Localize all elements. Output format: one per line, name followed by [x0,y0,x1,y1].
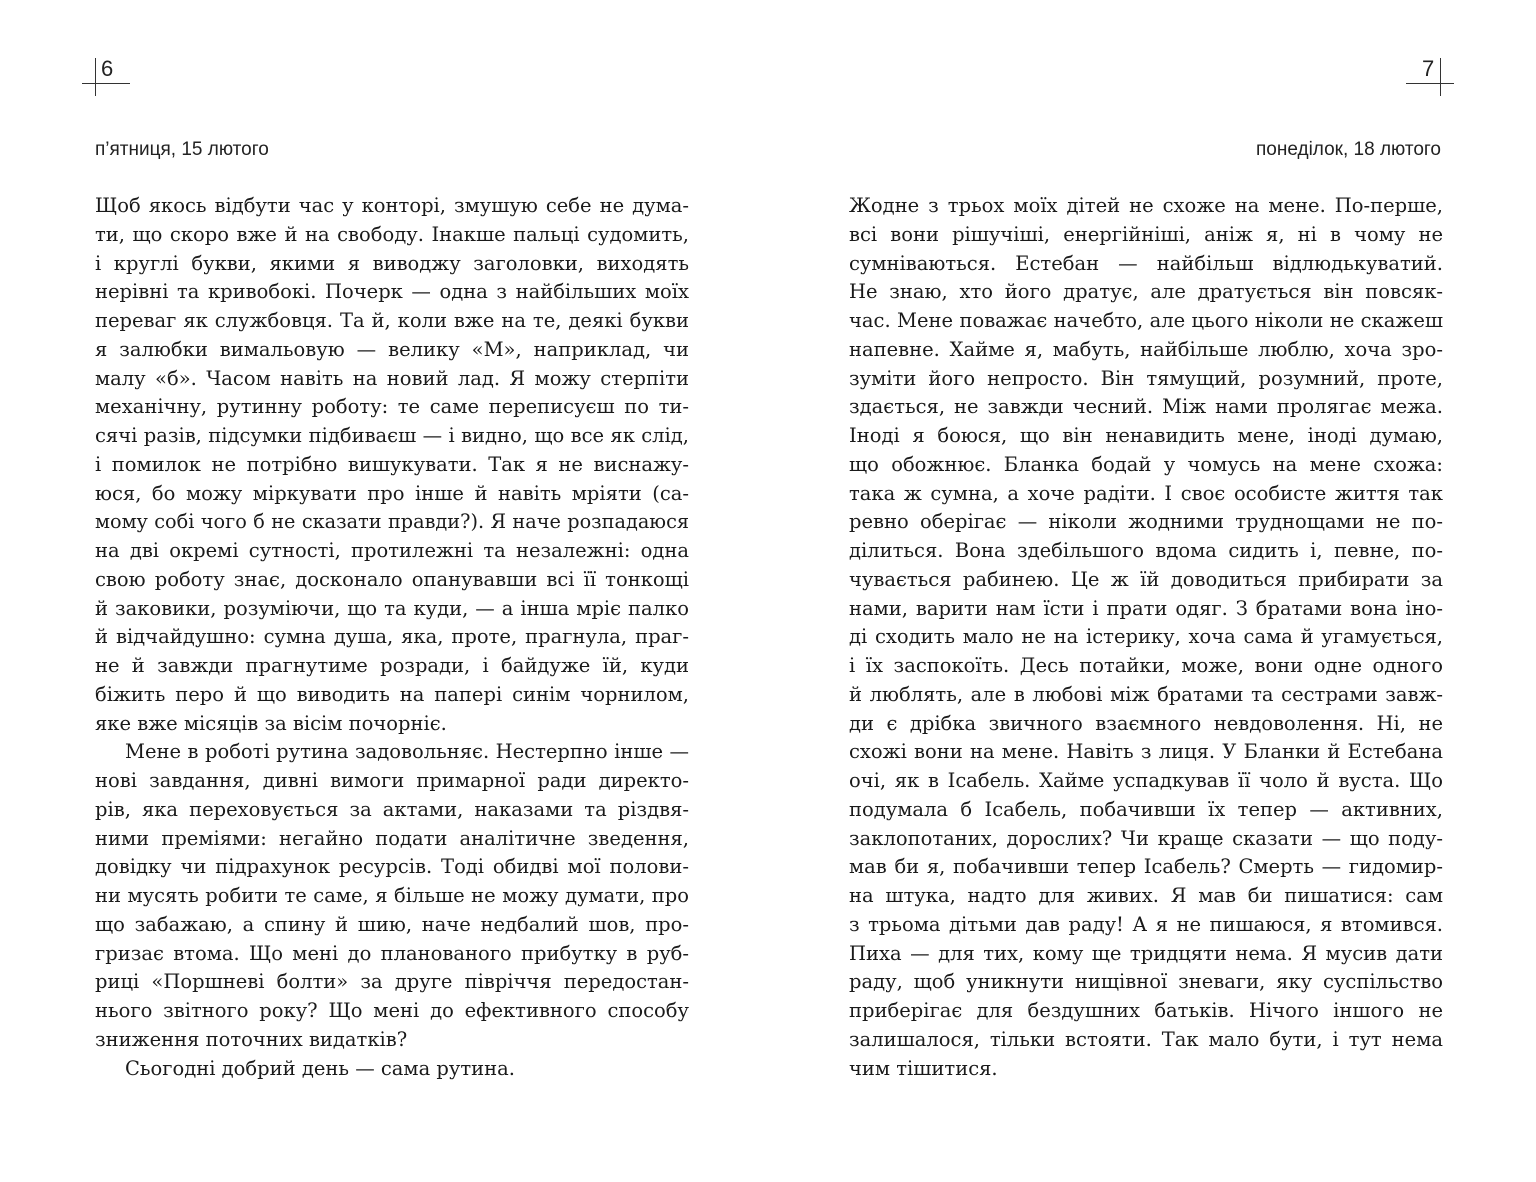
text-line: чувається рабинею. Це ж їй доводиться прибирати за [849,567,1443,591]
text-line: нами, варити нам їсти і прати одяг. З братами вона іно- [849,596,1443,620]
text-line: і круглі букви, якими я виводжу заголовки, виходять [95,251,689,275]
text-line: Іноді я боюся, що він ненавидить мене, іноді думаю, [849,424,1443,447]
text-line: всі вони рішучіші, енергійніші, аніж я, ні в чому не [849,222,1443,246]
page-number: 7 [1422,56,1435,81]
text-line: і помилок не потрібно вишукувати. Так я не виснажу- [95,452,689,476]
body-text [849,192,1443,1083]
text-line: напевне. Хайме я, мабуть, найбільше люблю, хоча зро- [849,337,1443,361]
text-line: очі, як в Ісабель. Хайме успадкував її чоло й вуста. Що [849,769,1443,792]
text-line: й заковики, розуміючи, що та куди, — а інша мріє палко [95,596,689,620]
text-line: схожі вони на мене. Навіть з лиця. У Бланки й Естебана [849,740,1443,764]
crop-mark-horizontal [82,83,130,84]
text-line: чим тішитися. [849,1056,998,1080]
text-line: і їх заспокоїть. Десь потайки, може, вони одне одного [849,654,1443,677]
entry-date: понеділок, 18 лютого [1255,139,1441,160]
right-page [768,0,1536,1182]
text-line: на дві окремі сутності, протилежні та незалежні: одна [95,539,689,562]
text-line: Жодне з трьох моїх дітей не схоже на мене. По-перше, [849,194,1443,217]
text-line: нові завдання, дивні вимоги примарної ради директо- [95,769,689,792]
text-line: й люблять, але в любові між братами та сестрами завж- [849,682,1443,706]
text-line: свою роботу знає, досконало опанувавши всі її тонкощі [95,567,689,591]
text-line: приберігає для бездушних батьків. Нічого іншого не [849,999,1443,1022]
text-line: нього звітного року? Що мені до ефективного способу [95,999,689,1022]
text-line: заклопотаних, дорослих? Чи краще сказати — що поду- [849,826,1443,850]
text-line: час. Мене поважає начебто, але цього ніколи не скажеш [849,309,1443,332]
text-line: Сьогодні добрий день — сама рутина. [125,1056,515,1080]
text-line: сумніваються. Естебан — найбільш відлюдькуватий. [849,251,1443,275]
text-line: сячі разів, підсумки підбиваєш — і видно, що все як слід, [95,424,689,447]
body-text [95,192,689,1083]
text-line: ди є дрібка звичного взаємного невдоволення. Ні, не [849,711,1443,735]
text-line: не й завжди прагнутиме розради, і байдуже їй, куди [95,654,689,677]
text-line: Щоб якось відбути час у конторі, змушую себе не дума- [95,194,689,217]
text-line: малу «б». Часом навіть на новий лад. Я можу стерпіти [95,366,689,390]
crop-mark-horizontal [1406,83,1454,84]
entry-date: п’ятниця, 15 лютого [95,139,269,160]
text-line: ділиться. Вона здебільшого вдома сидить і, певне, по- [849,539,1443,562]
text-line: ни мусять робити те саме, я більше не можу думати, про [95,884,689,907]
text-line: Мене в роботі рутина задовольняє. Нестерпно інше — [125,740,689,764]
text-line: рів, яка переховується за актами, наказами та різдвя- [95,797,689,821]
text-line: зуміти його непросто. Він тямущий, розумний, проте, [849,366,1443,390]
text-line: механічну, рутинну роботу: те саме переписуєш по ти- [95,395,689,419]
text-line: зниження поточних видатків? [95,1027,408,1051]
text-line: подумала б Ісабель, побачивши їх тепер — активних, [849,797,1443,821]
text-line: й відчайдушно: сумна душа, яка, проте, прагнула, праг- [95,625,689,649]
text-line: здається, не завжди чесний. Між нами пролягає межа. [849,395,1443,419]
text-line: така ж сумна, а хоче радіти. І своє особисте життя так [849,481,1443,505]
text-line: ді сходить мало не на істерику, хоча сама й угамується, [849,625,1443,649]
text-line: мому собі чого б не сказати правди?). Я наче розпадаюся [95,510,689,534]
text-line: що забажаю, а спину й шию, наче недбалий шов, про- [95,912,689,936]
page-number: 6 [101,56,114,81]
text-line: Не знаю, хто його дратує, але дратується він повсяк- [849,280,1443,304]
text-line: переваг як службовця. Та й, коли вже на те, деякі букви [95,309,689,332]
text-line: гризає втома. Що мені до планованого прибутку в руб- [95,941,689,965]
crop-mark-vertical [1440,58,1441,96]
text-line: на штука, надто для живих. Я мав би пишатися: сам [849,884,1443,907]
text-line: залишалося, тільки встояти. Так мало бути, і тут нема [849,1027,1443,1051]
text-line: риці «Поршневі болти» за друге півріччя передостан- [95,970,689,994]
text-line: довідку чи підрахунок ресурсів. Тоді обидві мої полови- [95,855,689,879]
text-line: з трьома дітьми дав раду! А я не пишаюся, я втомився. [849,912,1443,936]
text-line: Пиха — для тих, кому ще тридцяти нема. Я мусив дати [849,941,1443,965]
text-line: ревно оберігає — ніколи жодними труднощами не по- [849,510,1443,534]
text-line: мав би я, побачивши тепер Ісабель? Смерть — гидомир- [849,855,1443,879]
text-line: я залюбки вимальовую — велику «М», наприклад, чи [95,337,689,361]
text-line: біжить перо й що виводить на папері синім чорнилом, [95,682,689,706]
text-line: раду, щоб уникнути нищівної зневаги, яку суспільство [849,970,1443,994]
text-line: яке вже місяців за вісім почорніє. [95,711,447,735]
crop-mark-vertical [95,58,96,96]
text-line: нерівні та кривобокі. Почерк — одна з найбільших моїх [95,280,689,304]
text-line: ними преміями: негайно подати аналітичне зведення, [95,826,689,850]
text-line: юся, бо можу міркувати про інше й навіть мріяти (са- [95,481,689,505]
text-line: що обожнює. Бланка бодай у чомусь на мене схожа: [849,452,1443,476]
text-line: ти, що скоро вже й на свободу. Інакше пальці судомить, [95,222,689,246]
